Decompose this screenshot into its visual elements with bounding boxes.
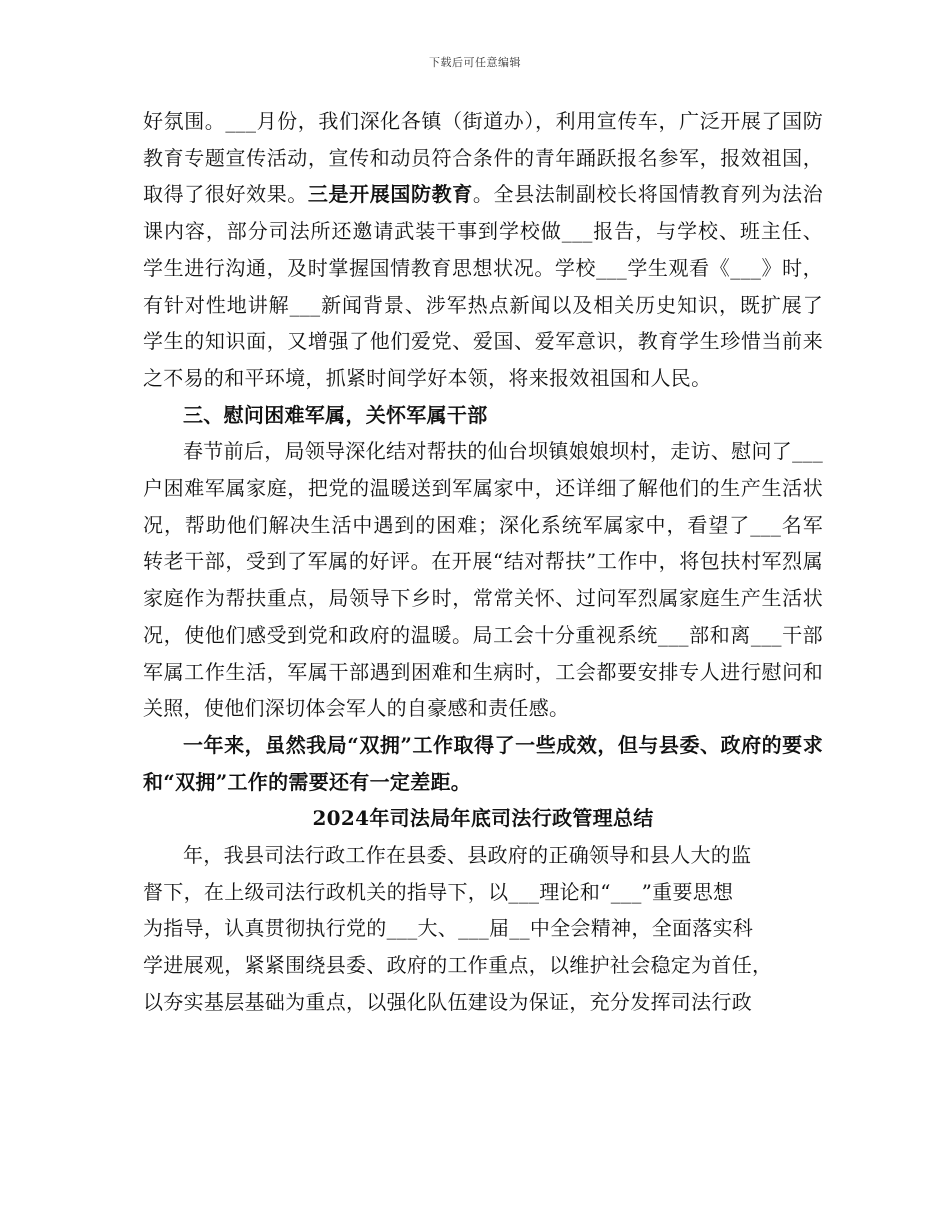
paragraph-text: 。全县法制副校长将国情教育列为法治课内容，部分司法所还邀请武装干事到学校做___报告，与学校、班主任、学生进行沟通，及时掌握国情教育思想状况。学校___学生观看《___》时，有针对性地讲解___新闻背景、涉军热点新闻以及相关历史知识，既扩展了学生的知识面，又增强了他们爱党、爱国、爱军意识，教育学生珍惜当前来之不易的和平环境，抓紧时间学好本领，将来报效祖国和人民。 <box>143 182 823 390</box>
summary-line-4: 学进展观，紧紧围绕县委、政府的工作重点，以维护社会稳定为首任， <box>143 953 773 978</box>
paragraph-conclusion: 一年来，虽然我局“双拥”工作取得了一些成效，但与县委、政府的要求和“双拥”工作的需要还有一定差距。 <box>143 732 823 794</box>
summary-line-2: 督下，在上级司法行政机关的指导下，以___理论和“___”重要思想 <box>143 879 734 904</box>
section-heading-3: 三、慰问困难军属，关怀军属干部 <box>183 402 488 427</box>
bold-subheading: 三是开展国防教育 <box>307 182 473 207</box>
paragraph-national-defense <box>143 103 823 397</box>
page-header: 下载后可任意编辑 <box>429 56 521 69</box>
paragraph-text: 好氛围。___月份，我们深化各镇（街道办），利用宣传车，广泛开展了国防教育专题宣传活动，宣传和动员符合条件的青年踊跃报名参军，报效祖国，取得了很好效果。 <box>143 109 823 207</box>
summary-line-1: 年，我县司法行政工作在县委、县政府的正确领导和县人大的监 <box>183 843 752 868</box>
document-title: 2024年司法局年底司法行政管理总结 <box>312 806 654 831</box>
summary-intro <box>143 837 803 1021</box>
summary-line-3: 为指导，认真贯彻执行党的___大、___届__中全会精神，全面落实科 <box>143 916 754 941</box>
paragraph-military-families: 春节前后，局领导深化结对帮扶的仙台坝镇娘娘坝村，走访、慰问了___户困难军属家庭，把党的温暖送到军属家中，还详细了解他们的生产生活状况，帮助他们解决生活中遇到的困难；深化系统军属家中，看望了___名军转老干部，受到了军属的好评。在开展“结对帮扶”工作中，将包扶村军烈属家庭作为帮扶重点，局领导下乡时，常常关怀、过问军烈属家庭生产生活状况，使他们感受到党和政府的温暖。局工会十分重视系统___部和离___干部军属工作生活，军属干部遇到困难和生病时，工会都要安排专人进行慰问和关照，使他们深切体会军人的自豪感和责任感。 <box>143 439 823 721</box>
summary-line-5: 以夯实基层基础为重点，以强化队伍建设为保证，充分发挥司法行政 <box>143 989 752 1014</box>
document-body <box>143 103 823 1021</box>
